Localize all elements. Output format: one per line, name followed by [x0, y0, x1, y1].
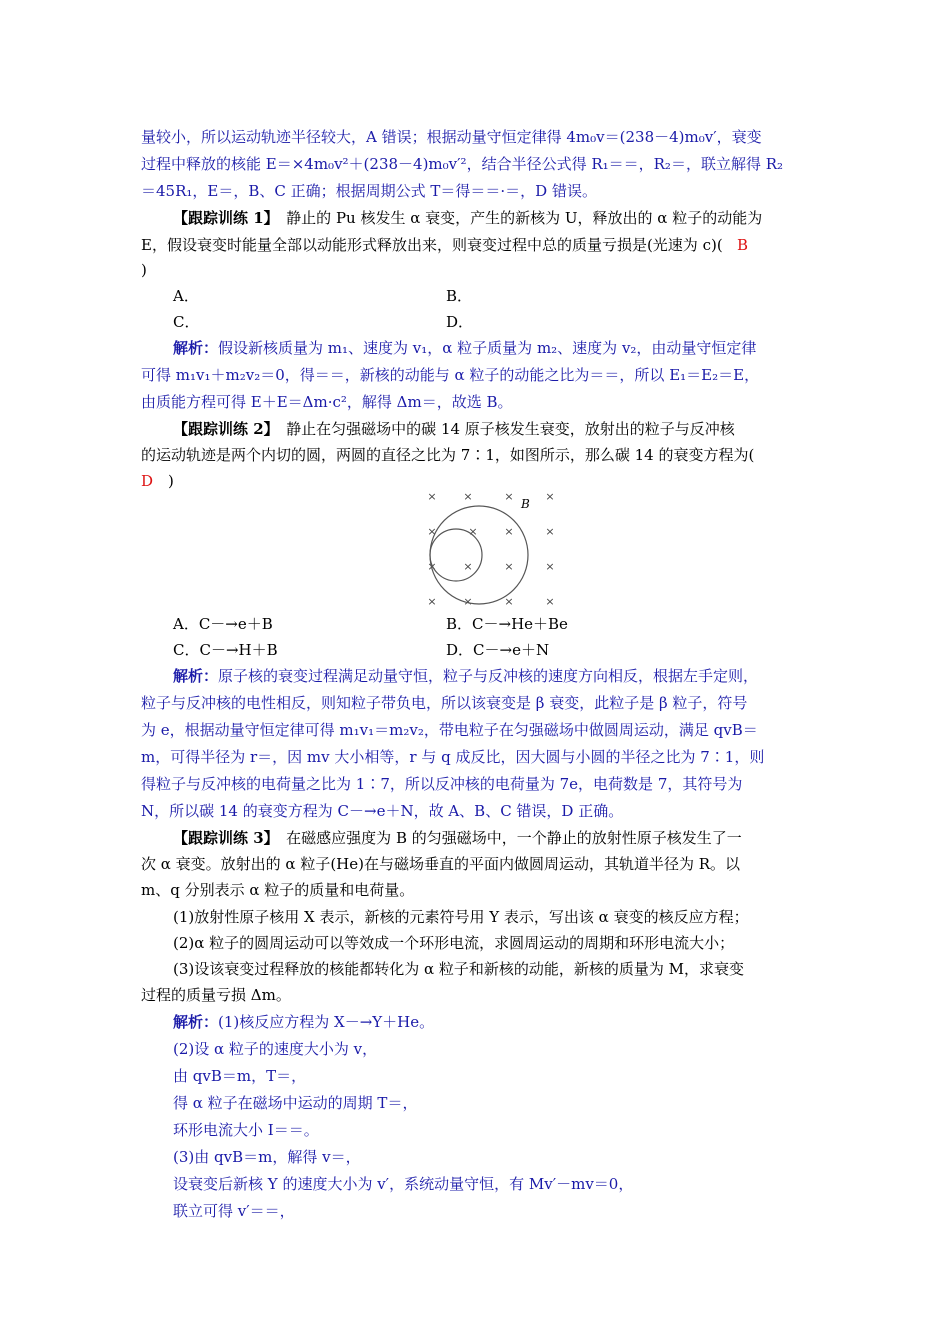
solution-text: (1)核反应方程为 X－→Y＋He。	[218, 1013, 435, 1031]
exercise-2-answer-line	[141, 471, 174, 491]
solution-line: 粒子与反冲核的电性相反，则知粒子带负电，所以该衰变是 β 衰变，此粒子是 β 粒子，符号	[141, 694, 748, 712]
solution-line: (3)由 qvB＝m，解得 v＝，	[173, 1148, 361, 1166]
exercise-1-text: 静止的 Pu 核发生 α 衰变，产生的新核为 U，释放出的 α 粒子的动能为	[271, 209, 763, 227]
field-label: B	[521, 497, 530, 511]
solution-line: 设衰变后新核 Y 的速度大小为 v′，系统动量守恒，有 Mv′－mv＝0，	[173, 1175, 634, 1193]
option-b: B．C－→He＋Be	[446, 615, 568, 633]
large-orbit-circle	[430, 506, 528, 604]
option-a: A．	[173, 287, 199, 305]
field-cross-icon: ×	[504, 560, 514, 573]
exercise-3-text: 在磁感应强度为 B 的匀强磁场中，一个静止的放射性原子核发生了一	[271, 829, 742, 847]
question-3-cont: 过程的质量亏损 Δm。	[141, 986, 291, 1004]
option-c: C．	[173, 313, 200, 331]
solution-text: 假设新核质量为 m₁、速度为 v₁，α 粒子质量为 m₂、速度为 v₂，由动量守恒定律	[218, 339, 757, 357]
exercise-1-stem-2	[141, 235, 748, 255]
question-3: (3)设该衰变过程释放的核能都转化为 α 粒子和新核的动能，新核的质量为 M，求衰变	[173, 960, 745, 978]
field-diagram	[418, 484, 566, 610]
field-cross-icon: ×	[463, 560, 473, 573]
exercise-1-stem	[173, 208, 762, 228]
exercise-1-heading: 【跟踪训练 1】	[173, 209, 272, 227]
solution-label: 解析：	[173, 339, 219, 357]
exercise-1-text: E，假设衰变时能量全部以动能形式释放出来，则衰变过程中总的质量亏损是(光速为 c)(	[141, 236, 723, 254]
solution-line: 环形电流大小 I＝＝。	[173, 1121, 319, 1139]
solution-line: (2)设 α 粒子的速度大小为 v，	[173, 1040, 378, 1058]
solution-line: N，所以碳 14 的衰变方程为 C－→e＋N，故 A、B、C 错误，D 正确。	[141, 802, 624, 820]
option-c: C．C－→H＋B	[173, 641, 278, 659]
field-cross-icon: ×	[427, 525, 437, 538]
solution-line: 过程中释放的核能 E＝×4m₀v²＋(238－4)m₀v′²，结合半径公式得 R₁＝＝，R₂＝，联立解得 R₂	[141, 155, 784, 173]
solution-label: 解析：	[173, 1013, 219, 1031]
field-cross-icon: ×	[427, 560, 437, 573]
field-cross-icon: ×	[504, 525, 514, 538]
magnetic-field-figure	[418, 484, 566, 610]
solution-label: 解析：	[173, 667, 219, 685]
solution-line: 由 qvB＝m，T＝，	[173, 1067, 307, 1085]
field-cross-icon: ×	[545, 560, 555, 573]
exercise-1-answer: B	[737, 236, 749, 254]
exercise-3-heading: 【跟踪训练 3】	[173, 829, 272, 847]
solution-line	[173, 338, 756, 358]
solution-line	[173, 666, 758, 686]
field-cross-icon: ×	[427, 490, 437, 503]
option-a: A．C－→e＋B	[173, 615, 273, 633]
field-cross-icon: ×	[504, 490, 514, 503]
field-cross-icon: ×	[545, 595, 555, 608]
solution-line: m，可得半径为 r＝，因 mv 大小相等，r 与 q 成反比，因大圆与小圆的半径之比为 7∶1，则	[141, 748, 765, 766]
exercise-2-close: )	[153, 472, 174, 490]
small-orbit-circle	[430, 529, 482, 581]
exercise-2-text: 静止在匀强磁场中的碳 14 原子核发生衰变，放射出的粒子与反冲核	[271, 420, 735, 438]
solution-line: ＝45R₁，E＝，B、C 正确；根据周期公式 T＝得＝＝·＝，D 错误。	[141, 182, 597, 200]
exercise-3-text: m、q 分别表示 α 粒子的质量和电荷量。	[141, 881, 415, 899]
question-1: (1)放射性原子核用 X 表示，新核的元素符号用 Y 表示，写出该 α 衰变的核反应方程；	[173, 908, 749, 926]
field-cross-icon: ×	[463, 595, 473, 608]
question-2: (2)α 粒子的圆周运动可以等效成一个环形电流，求圆周运动的周期和环形电流大小；	[173, 934, 735, 952]
option-d: D．C－→e＋N	[446, 641, 550, 659]
option-b: B．	[446, 287, 473, 305]
solution-line: 联立可得 v′＝＝，	[173, 1202, 295, 1220]
exercise-2-stem	[173, 419, 735, 439]
solution-line: 由质能方程可得 E＋E＝Δm·c²，解得 Δm＝，故选 B。	[141, 393, 513, 411]
field-cross-icon: ×	[545, 525, 555, 538]
exercise-2-heading: 【跟踪训练 2】	[173, 420, 272, 438]
option-d: D．	[446, 313, 474, 331]
exercise-3-text: 次 α 衰变。放射出的 α 粒子(He)在与磁场垂直的平面内做圆周运动，其轨道半径为 R。以	[141, 855, 741, 873]
solution-line: 量较小，所以运动轨迹半径较大，A 错误；根据动量守恒定律得 4m₀v＝(238－4)m₀v′，衰变	[141, 128, 762, 146]
solution-text: 原子核的衰变过程满足动量守恒，粒子与反冲核的速度方向相反，根据左手定则，	[218, 667, 759, 685]
exercise-3-stem	[173, 828, 742, 848]
exercise-2-stem-2: 的运动轨迹是两个内切的圆，两圆的直径之比为 7∶1，如图所示，那么碳 14 的衰变方程为(	[141, 446, 755, 464]
field-cross-icon: ×	[427, 595, 437, 608]
field-cross-icon: ×	[468, 525, 478, 538]
field-cross-icon: ×	[463, 490, 473, 503]
exercise-2-answer: D	[141, 472, 154, 490]
solution-line: 得粒子与反冲核的电荷量之比为 1∶7，所以反冲核的电荷量为 7e，电荷数是 7，其符号为	[141, 775, 743, 793]
field-cross-icon: ×	[504, 595, 514, 608]
field-cross-icon: ×	[545, 490, 555, 503]
solution-line	[173, 1012, 434, 1032]
solution-line: 可得 m₁v₁＋m₂v₂＝0，得＝＝，新核的动能与 α 粒子的动能之比为＝＝，所以 E₁＝E₂＝E，	[141, 366, 760, 384]
exercise-1-close: )	[141, 261, 147, 279]
solution-line: 得 α 粒子在磁场中运动的周期 T＝，	[173, 1094, 418, 1112]
solution-line: 为 e，根据动量守恒定律可得 m₁v₁＝m₂v₂，带电粒子在匀强磁场中做圆周运动，满足 qvB＝	[141, 721, 758, 739]
